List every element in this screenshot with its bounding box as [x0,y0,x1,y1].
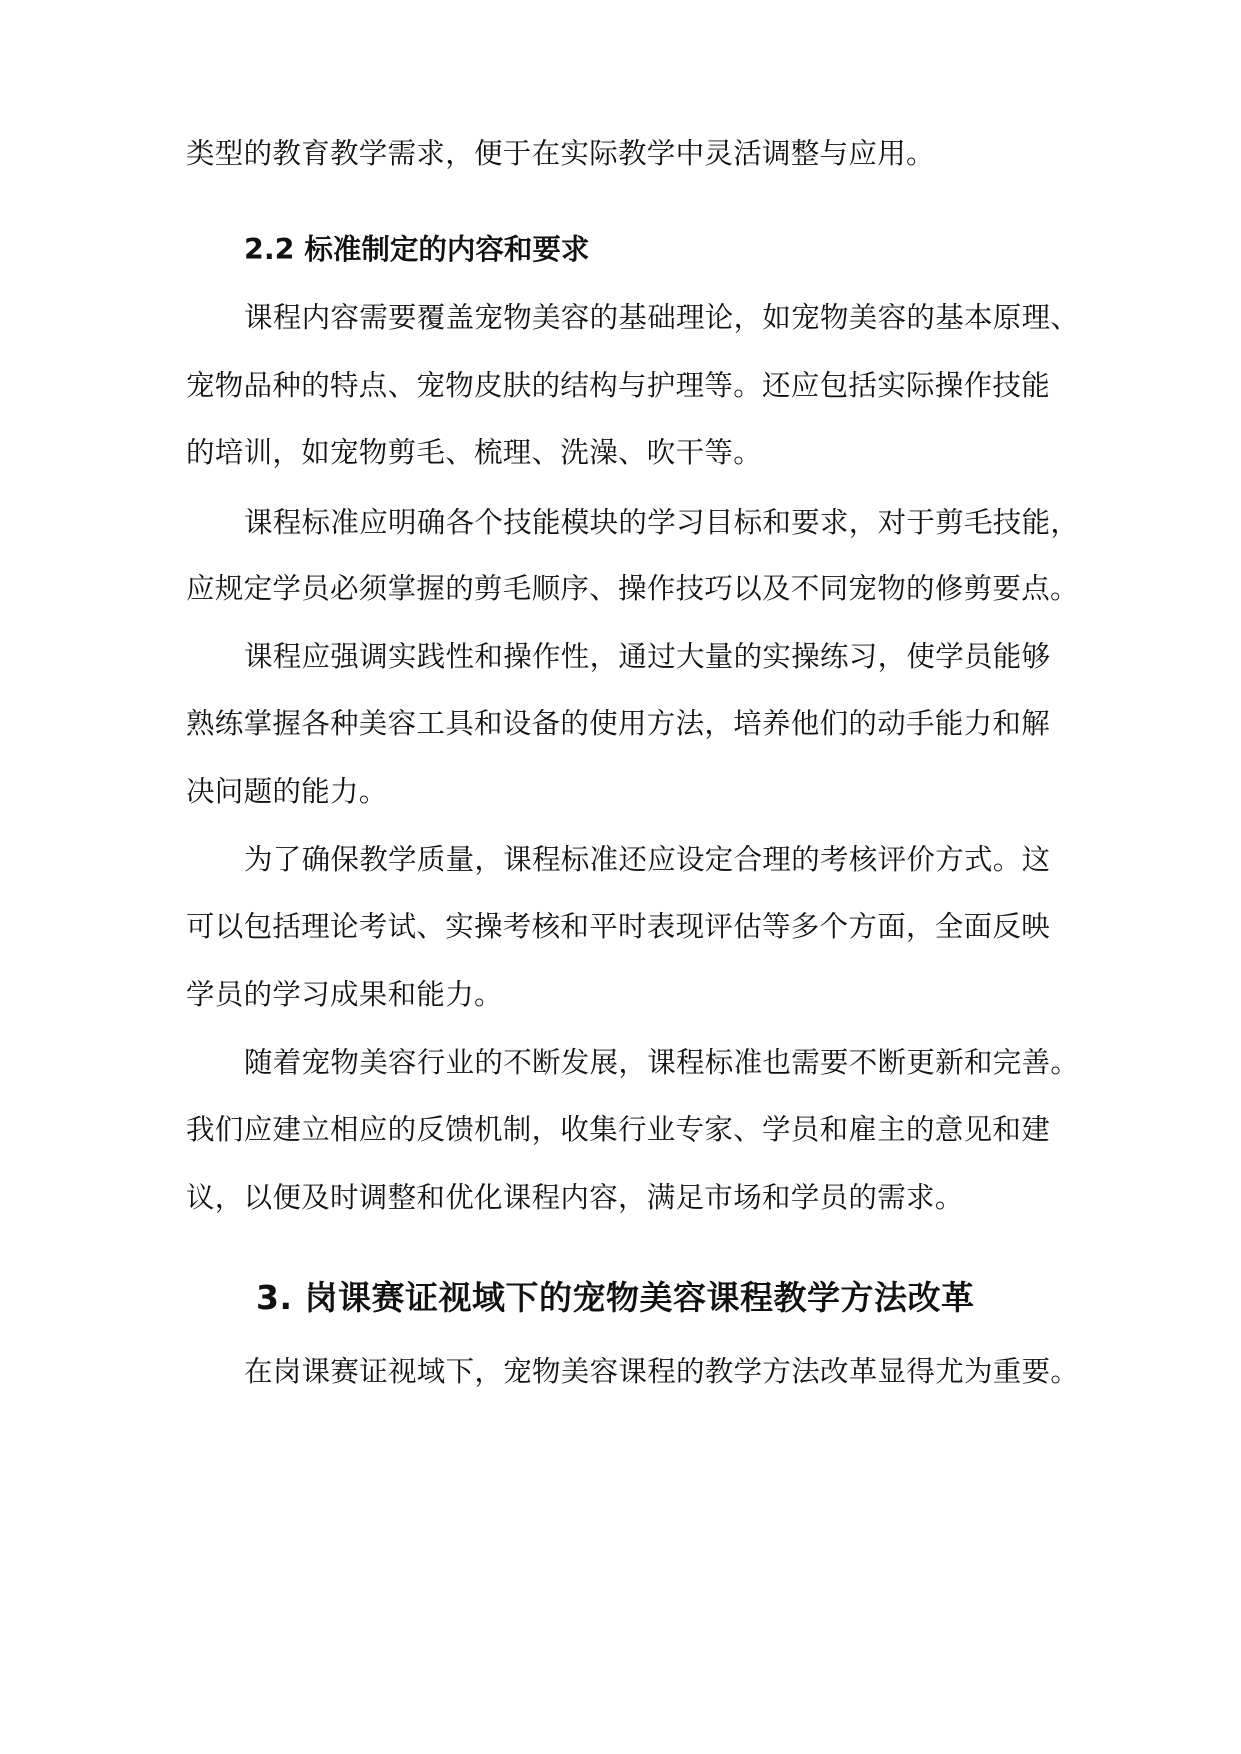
paragraph-line: 为了确保教学质量，课程标准还应设定合理的考核评价方式。这 [244,843,1051,876]
paragraph-line: 决问题的能力。 [186,775,388,808]
paragraph-line: 可以包括理论考试、实操考核和平时表现评估等多个方面，全面反映 [186,910,1051,943]
paragraph-line: 类型的教育教学需求，便于在实际教学中灵活调整与应用。 [186,137,935,170]
section-heading-2-2: 2.2 标准制定的内容和要求 [244,233,590,266]
paragraph-line: 课程内容需要覆盖宠物美容的基础理论，如宠物美容的基本原理、 [244,301,1080,334]
paragraph-line: 我们应建立相应的反馈机制，收集行业专家、学员和雇主的意见和建 [186,1113,1051,1146]
paragraph-line: 课程标准应明确各个技能模块的学习目标和要求，对于剪毛技能， [244,506,1080,539]
paragraph-line: 应规定学员必须掌握的剪毛顺序、操作技巧以及不同宠物的修剪要点。 [186,572,1079,605]
paragraph-line: 在岗课赛证视域下，宠物美容课程的教学方法改革显得尤为重要。 [244,1355,1080,1388]
paragraph-line: 学员的学习成果和能力。 [186,978,503,1011]
section-heading-3: 3. 岗课赛证视域下的宠物美容课程教学方法改革 [256,1278,975,1317]
paragraph-line: 随着宠物美容行业的不断发展，课程标准也需要不断更新和完善。 [244,1046,1080,1079]
paragraph-line: 宠物品种的特点、宠物皮肤的结构与护理等。还应包括实际操作技能 [186,369,1051,402]
paragraph-line: 课程应强调实践性和操作性，通过大量的实操练习，使学员能够 [244,640,1051,673]
paragraph-line: 议，以便及时调整和优化课程内容，满足市场和学员的需求。 [186,1181,964,1214]
paragraph-line: 的培训，如宠物剪毛、梳理、洗澡、吹干等。 [186,436,763,469]
paragraph-line: 熟练掌握各种美容工具和设备的使用方法，培养他们的动手能力和解 [186,707,1051,740]
